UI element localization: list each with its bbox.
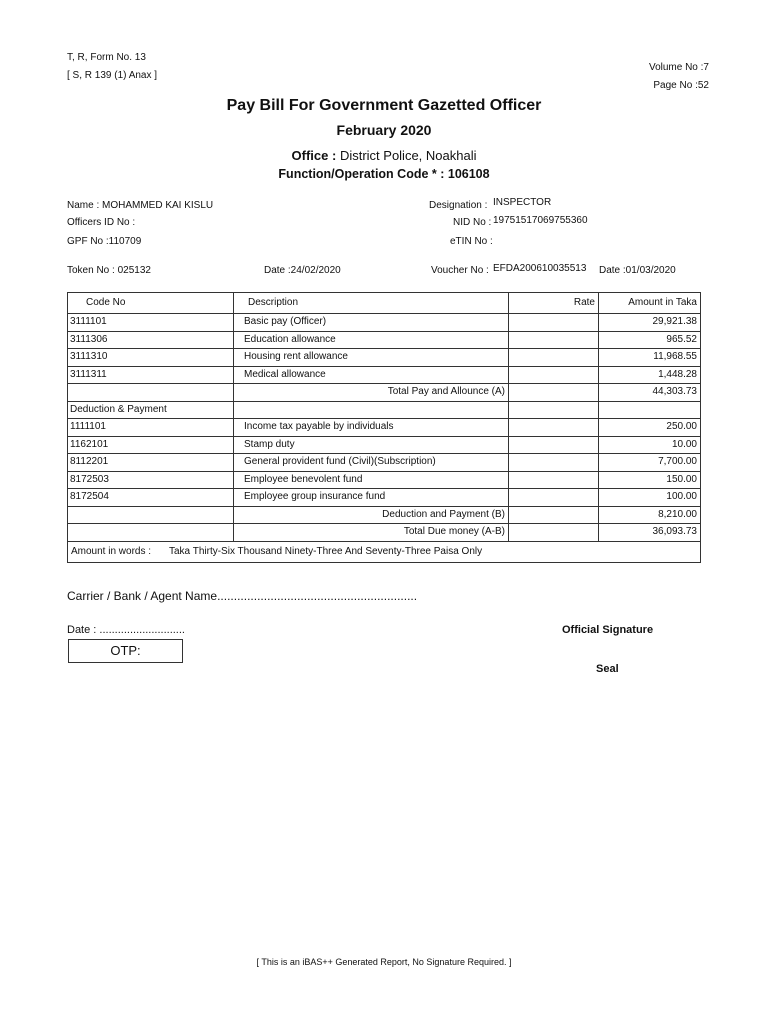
rate-header: Rate [509, 293, 599, 314]
gpf-number: GPF No :110709 [67, 236, 142, 247]
date-line: Date : ............................ [67, 624, 185, 636]
office-label: Office : [291, 148, 337, 163]
code-cell: 8172504 [68, 489, 234, 507]
page-number: Page No :52 [653, 80, 709, 91]
rate-cell [509, 349, 599, 367]
carrier-line: Carrier / Bank / Agent Name............................................................ [67, 589, 418, 603]
amount-cell: 10.00 [599, 436, 701, 454]
amount-in-words-row [68, 541, 701, 562]
table-row [68, 471, 701, 489]
table-row [68, 314, 701, 332]
office-value: District Police, Noakhali [339, 148, 477, 163]
empty-cell [509, 506, 599, 524]
table-row [68, 366, 701, 384]
table-row [68, 331, 701, 349]
table-header-row [68, 293, 701, 314]
amount-cell: 965.52 [599, 331, 701, 349]
seal-label: Seal [596, 663, 619, 675]
code-cell: 1162101 [68, 436, 234, 454]
amount-in-words-label: Amount in words : [71, 545, 152, 557]
table-row [68, 349, 701, 367]
description-cell: Employee group insurance fund [234, 489, 509, 507]
etin-label: eTIN No : [450, 236, 493, 247]
description-cell: Education allowance [234, 331, 509, 349]
amount-cell: 7,700.00 [599, 454, 701, 472]
total-pay-row [68, 384, 701, 402]
token-number: Token No : 025132 [67, 265, 151, 276]
pay-bill-table [67, 292, 701, 563]
rate-cell [509, 331, 599, 349]
description-cell: Stamp duty [234, 436, 509, 454]
document-title: Pay Bill For Government Gazetted Officer [226, 97, 542, 114]
empty-cell [599, 401, 701, 419]
voucher-date: Date :01/03/2020 [599, 265, 676, 276]
office-line [0, 148, 768, 163]
pay-month: February 2020 [336, 122, 432, 138]
rule-reference: [ S, R 139 (1) Anax ] [67, 70, 158, 81]
code-cell: 3111306 [68, 331, 234, 349]
description-cell: Medical allowance [234, 366, 509, 384]
rate-cell [509, 436, 599, 454]
token-date: Date :24/02/2020 [264, 265, 341, 276]
amount-in-words-cell [68, 541, 701, 562]
function-code: Function/Operation Code * : 106108 [278, 167, 490, 181]
nid-value: 19751517069755360 [493, 215, 588, 226]
total-pay-label: Total Pay and Allounce (A) [234, 384, 509, 402]
amount-cell: 29,921.38 [599, 314, 701, 332]
total-due-label: Total Due money (A-B) [234, 524, 509, 542]
deduction-heading-row [68, 401, 701, 419]
total-due-row [68, 524, 701, 542]
code-cell: 1111101 [68, 419, 234, 437]
description-cell: Housing rent allowance [234, 349, 509, 367]
empty-cell [509, 401, 599, 419]
table-row [68, 489, 701, 507]
amount-in-words-value: Taka Thirty-Six Thousand Ninety-Three And Seventy-Three Paisa Only [169, 545, 483, 557]
amount-cell: 250.00 [599, 419, 701, 437]
total-deduction-label: Deduction and Payment (B) [234, 506, 509, 524]
officers-id: Officers ID No : [67, 217, 136, 228]
table-row [68, 419, 701, 437]
description-header: Description [234, 293, 509, 314]
code-header: Code No [68, 293, 234, 314]
deduction-heading: Deduction & Payment [68, 401, 234, 419]
amount-cell: 1,448.28 [599, 366, 701, 384]
code-cell: 8172503 [68, 471, 234, 489]
designation-label: Designation : [429, 200, 488, 211]
code-cell: 8112201 [68, 454, 234, 472]
voucher-value: EFDA200610035513 [493, 263, 587, 274]
total-due-value: 36,093.73 [599, 524, 701, 542]
amount-cell: 11,968.55 [599, 349, 701, 367]
otp-box: OTP: [68, 639, 183, 663]
total-pay-value: 44,303.73 [599, 384, 701, 402]
volume-number: Volume No :7 [648, 62, 709, 73]
amount-header: Amount in Taka [599, 293, 701, 314]
total-deduction-row [68, 506, 701, 524]
voucher-label: Voucher No : [431, 265, 489, 276]
rate-cell [509, 366, 599, 384]
code-cell: 3111311 [68, 366, 234, 384]
rate-cell [509, 419, 599, 437]
description-cell: General provident fund (Civil)(Subscription) [234, 454, 509, 472]
official-signature: Official Signature [562, 624, 654, 636]
officer-name: Name : MOHAMMED KAI KISLU [67, 200, 214, 211]
table-row [68, 436, 701, 454]
rate-cell [509, 454, 599, 472]
form-number: T, R, Form No. 13 [67, 52, 146, 63]
description-cell: Employee benevolent fund [234, 471, 509, 489]
rate-cell [509, 489, 599, 507]
total-deduction-value: 8,210.00 [599, 506, 701, 524]
empty-cell [509, 524, 599, 542]
amount-cell: 150.00 [599, 471, 701, 489]
empty-cell [68, 384, 234, 402]
empty-cell [509, 384, 599, 402]
empty-cell [68, 524, 234, 542]
description-cell: Basic pay (Officer) [234, 314, 509, 332]
code-cell: 3111101 [68, 314, 234, 332]
rate-cell [509, 471, 599, 489]
designation-value: INSPECTOR [493, 197, 552, 208]
nid-label: NID No : [453, 217, 492, 228]
amount-cell: 100.00 [599, 489, 701, 507]
empty-cell [68, 506, 234, 524]
description-cell: Income tax payable by individuals [234, 419, 509, 437]
generated-note: [ This is an iBAS++ Generated Report, No Signature Required. ] [256, 957, 512, 967]
empty-cell [234, 401, 509, 419]
table-row [68, 454, 701, 472]
rate-cell [509, 314, 599, 332]
code-cell: 3111310 [68, 349, 234, 367]
